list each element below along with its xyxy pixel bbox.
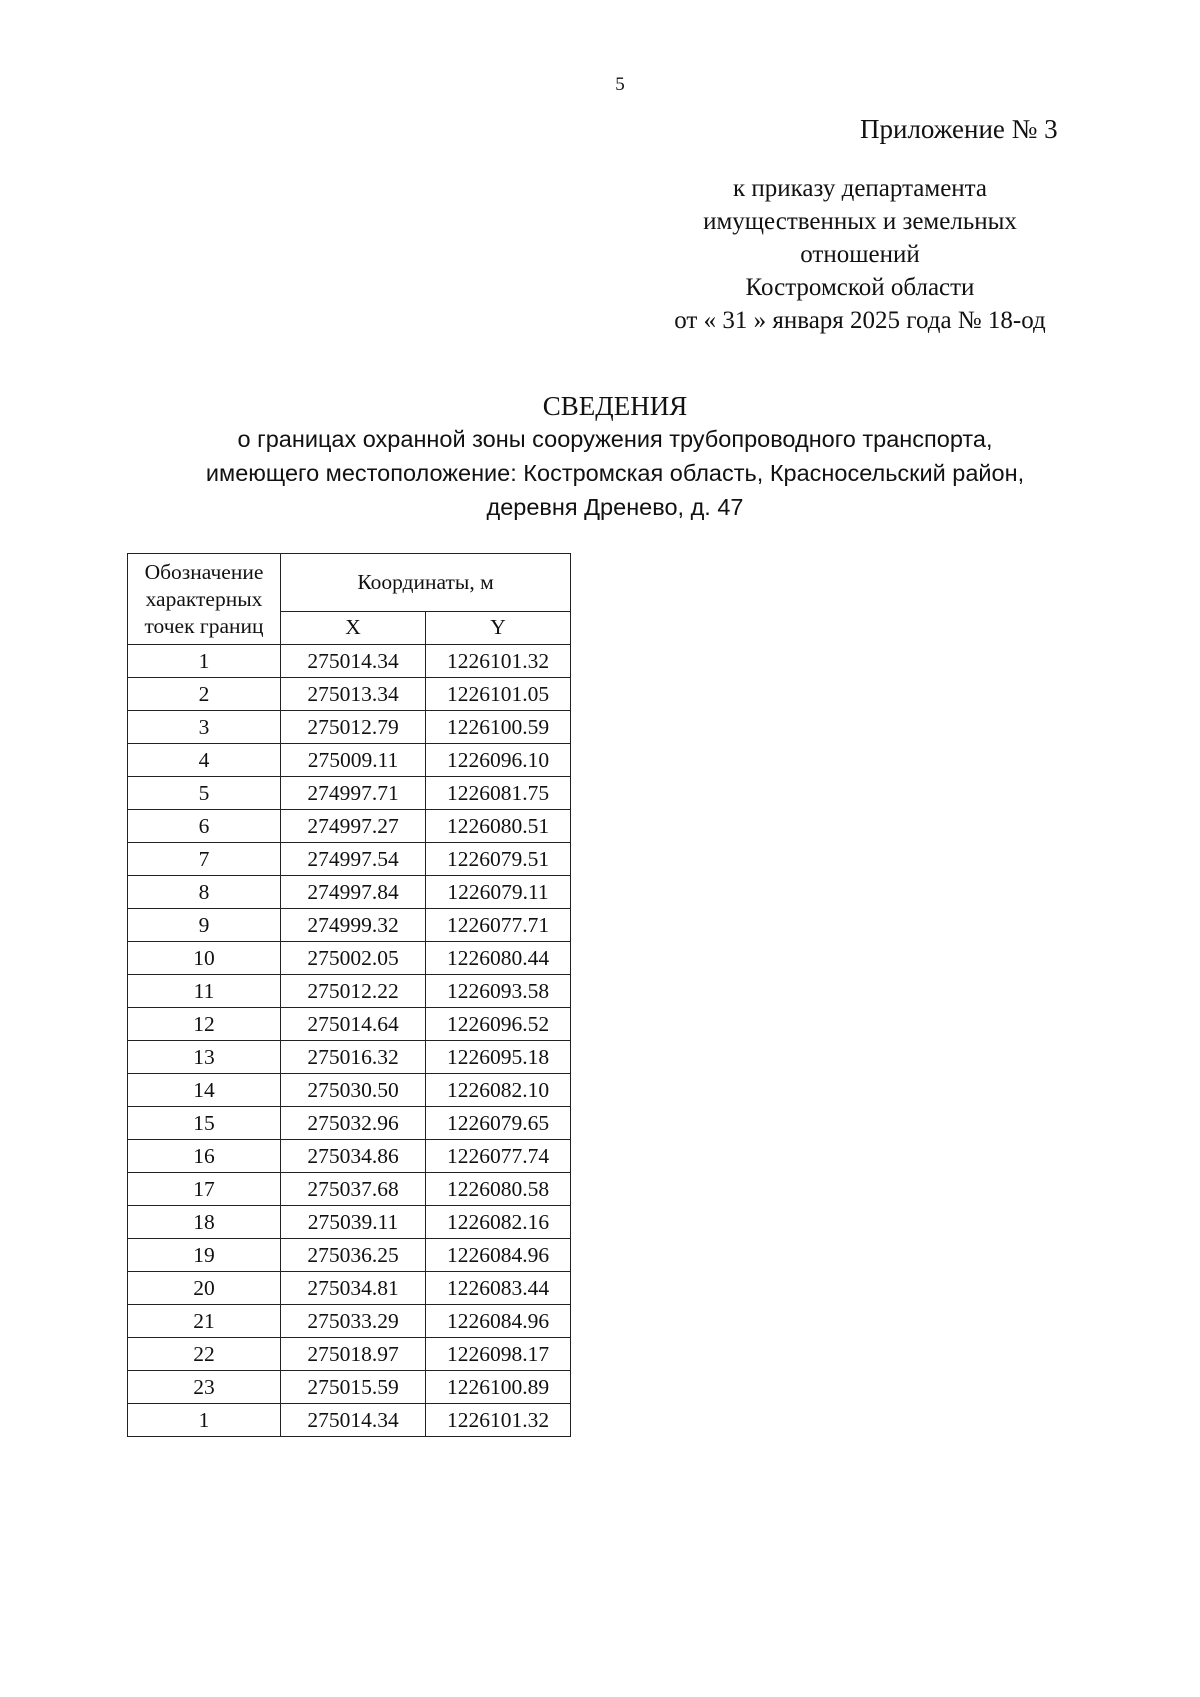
x-coordinate-cell: 274997.27 bbox=[281, 810, 426, 843]
point-number-cell: 16 bbox=[128, 1140, 281, 1173]
table-row bbox=[128, 1107, 571, 1140]
table-row bbox=[128, 876, 571, 909]
table-row bbox=[128, 810, 571, 843]
table-row bbox=[128, 711, 571, 744]
order-line: Костромской области bbox=[745, 274, 975, 301]
point-number-cell: 19 bbox=[128, 1239, 281, 1272]
y-coordinate-cell: 1226101.32 bbox=[426, 1404, 571, 1437]
x-coordinate-cell: 275032.96 bbox=[281, 1107, 426, 1140]
table-row bbox=[128, 1008, 571, 1041]
table-row bbox=[128, 1239, 571, 1272]
table-row bbox=[128, 909, 571, 942]
table-row bbox=[128, 678, 571, 711]
table-row bbox=[128, 1074, 571, 1107]
table-row bbox=[128, 744, 571, 777]
table-row bbox=[128, 1404, 571, 1437]
y-coordinate-cell: 1226077.71 bbox=[426, 909, 571, 942]
x-coordinate-cell: 275014.64 bbox=[281, 1008, 426, 1041]
table-row bbox=[128, 777, 571, 810]
table-row bbox=[128, 1371, 571, 1404]
coordinates-table bbox=[127, 553, 571, 1437]
point-number-cell: 6 bbox=[128, 810, 281, 843]
point-number-cell: 1 bbox=[128, 1404, 281, 1437]
x-coordinate-cell: 275034.81 bbox=[281, 1272, 426, 1305]
y-coordinate-cell: 1226079.51 bbox=[426, 843, 571, 876]
y-coordinate-cell: 1226080.58 bbox=[426, 1173, 571, 1206]
point-number-cell: 3 bbox=[128, 711, 281, 744]
y-coordinate-cell: 1226096.10 bbox=[426, 744, 571, 777]
point-number-cell: 9 bbox=[128, 909, 281, 942]
x-coordinate-cell: 275030.50 bbox=[281, 1074, 426, 1107]
point-number-cell: 12 bbox=[128, 1008, 281, 1041]
x-coordinate-cell: 275016.32 bbox=[281, 1041, 426, 1074]
table-row bbox=[128, 1140, 571, 1173]
document-heading bbox=[90, 390, 1140, 524]
x-coordinate-cell: 275002.05 bbox=[281, 942, 426, 975]
y-coordinate-cell: 1226080.51 bbox=[426, 810, 571, 843]
y-coordinate-cell: 1226084.96 bbox=[426, 1239, 571, 1272]
coordinates-header: Координаты, м bbox=[281, 554, 571, 612]
page-number: 5 bbox=[615, 74, 625, 95]
table-row bbox=[128, 1272, 571, 1305]
y-coordinate-cell: 1226100.89 bbox=[426, 1371, 571, 1404]
point-number-cell: 21 bbox=[128, 1305, 281, 1338]
table-row bbox=[128, 1305, 571, 1338]
table-row bbox=[128, 1041, 571, 1074]
y-coordinate-cell: 1226081.75 bbox=[426, 777, 571, 810]
heading-line: о границах охранной зоны сооружения трубопроводного транспорта, bbox=[237, 426, 993, 452]
y-coordinate-cell: 1226095.18 bbox=[426, 1041, 571, 1074]
point-number-cell: 2 bbox=[128, 678, 281, 711]
x-coordinate-cell: 275039.11 bbox=[281, 1206, 426, 1239]
x-coordinate-cell: 274999.32 bbox=[281, 909, 426, 942]
table-row bbox=[128, 1173, 571, 1206]
y-coordinate-cell: 1226096.52 bbox=[426, 1008, 571, 1041]
x-coordinate-cell: 274997.84 bbox=[281, 876, 426, 909]
order-date-line: от « 31 » января 2025 года № 18-од bbox=[674, 307, 1046, 334]
y-coordinate-cell: 1226079.65 bbox=[426, 1107, 571, 1140]
point-label-header: Обозначение характерных точек границ bbox=[128, 554, 281, 645]
point-number-cell: 15 bbox=[128, 1107, 281, 1140]
order-line: к приказу департамента bbox=[732, 175, 988, 202]
x-coordinate-cell: 275012.22 bbox=[281, 975, 426, 1008]
table-row bbox=[128, 843, 571, 876]
x-coordinate-cell: 274997.71 bbox=[281, 777, 426, 810]
point-number-cell: 10 bbox=[128, 942, 281, 975]
coordinates-body bbox=[128, 645, 571, 1437]
x-coordinate-cell: 275009.11 bbox=[281, 744, 426, 777]
table-row bbox=[128, 1206, 571, 1239]
table-row bbox=[128, 645, 571, 678]
x-coordinate-cell: 275036.25 bbox=[281, 1239, 426, 1272]
x-coordinate-cell: 275034.86 bbox=[281, 1140, 426, 1173]
point-number-cell: 1 bbox=[128, 645, 281, 678]
x-coordinate-cell: 275013.34 bbox=[281, 678, 426, 711]
x-coordinate-cell: 275018.97 bbox=[281, 1338, 426, 1371]
point-number-cell: 23 bbox=[128, 1371, 281, 1404]
y-coordinate-cell: 1226079.11 bbox=[426, 876, 571, 909]
x-coordinate-cell: 275037.68 bbox=[281, 1173, 426, 1206]
x-coordinate-cell: 275033.29 bbox=[281, 1305, 426, 1338]
y-coordinate-cell: 1226101.05 bbox=[426, 678, 571, 711]
point-number-cell: 8 bbox=[128, 876, 281, 909]
y-coordinate-cell: 1226083.44 bbox=[426, 1272, 571, 1305]
order-reference bbox=[580, 172, 1140, 337]
point-number-cell: 11 bbox=[128, 975, 281, 1008]
y-coordinate-cell: 1226082.16 bbox=[426, 1206, 571, 1239]
heading-line: имеющего местоположение: Костромская область, Красносельский район, bbox=[205, 460, 1025, 486]
order-line: имущественных и земельных bbox=[703, 208, 1017, 235]
table-row bbox=[128, 942, 571, 975]
y-coordinate-cell: 1226077.74 bbox=[426, 1140, 571, 1173]
table-row bbox=[128, 975, 571, 1008]
x-coordinate-cell: 275014.34 bbox=[281, 1404, 426, 1437]
y-header: Y bbox=[426, 611, 571, 644]
heading-title: СВЕДЕНИЯ bbox=[542, 391, 688, 421]
point-number-cell: 18 bbox=[128, 1206, 281, 1239]
point-number-cell: 14 bbox=[128, 1074, 281, 1107]
y-coordinate-cell: 1226098.17 bbox=[426, 1338, 571, 1371]
order-line: отношений bbox=[800, 241, 920, 268]
x-coordinate-cell: 275015.59 bbox=[281, 1371, 426, 1404]
heading-line: деревня Дренево, д. 47 bbox=[486, 494, 744, 520]
y-coordinate-cell: 1226093.58 bbox=[426, 975, 571, 1008]
y-coordinate-cell: 1226084.96 bbox=[426, 1305, 571, 1338]
point-number-cell: 17 bbox=[128, 1173, 281, 1206]
x-coordinate-cell: 274997.54 bbox=[281, 843, 426, 876]
y-coordinate-cell: 1226080.44 bbox=[426, 942, 571, 975]
table-row bbox=[128, 1338, 571, 1371]
y-coordinate-cell: 1226082.10 bbox=[426, 1074, 571, 1107]
annex-title: Приложение № 3 bbox=[860, 114, 1058, 144]
y-coordinate-cell: 1226100.59 bbox=[426, 711, 571, 744]
x-coordinate-cell: 275014.34 bbox=[281, 645, 426, 678]
point-number-cell: 4 bbox=[128, 744, 281, 777]
point-number-cell: 22 bbox=[128, 1338, 281, 1371]
x-header: X bbox=[281, 611, 426, 644]
y-coordinate-cell: 1226101.32 bbox=[426, 645, 571, 678]
x-coordinate-cell: 275012.79 bbox=[281, 711, 426, 744]
point-number-cell: 7 bbox=[128, 843, 281, 876]
point-number-cell: 13 bbox=[128, 1041, 281, 1074]
point-number-cell: 5 bbox=[128, 777, 281, 810]
point-number-cell: 20 bbox=[128, 1272, 281, 1305]
